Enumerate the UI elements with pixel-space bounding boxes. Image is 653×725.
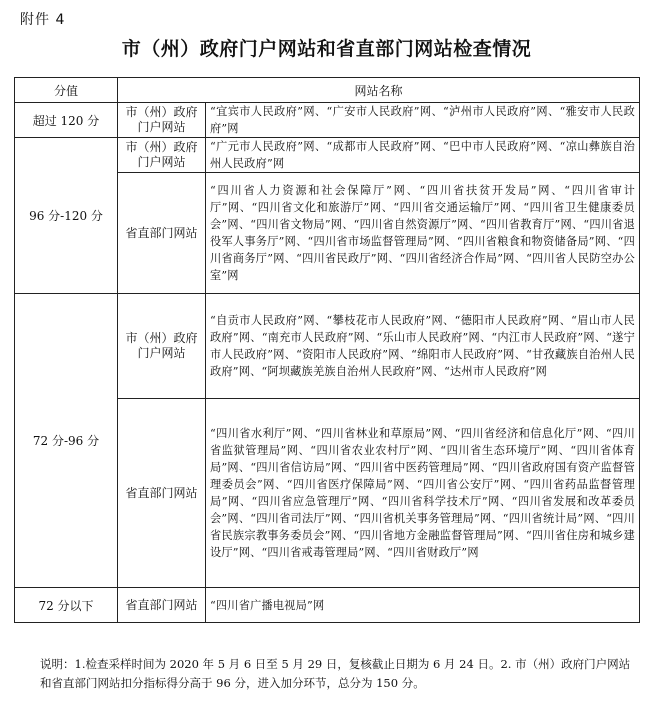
table-row bbox=[15, 588, 640, 623]
score-cell: 96 分-120 分 bbox=[15, 138, 118, 294]
sites-cell: “自贡市人民政府”网、“攀枝花市人民政府”网、“德阳市人民政府”网、“眉山市人民政府”网、“南充市人民政府”网、“乐山市人民政府”网、“内江市人民政府”网、“遂宁市人民政府”网、“资阳市人民政府”网、“绵阳市人民政府”网、“甘孜藏族自治州人民政府”网、“阿坝藏族羌族自治州人民政府”网、“达州市人民政府”网 bbox=[206, 294, 640, 399]
score-cell: 72 分以下 bbox=[15, 588, 118, 623]
sites-cell: “宜宾市人民政府”网、“广安市人民政府”网、“泸州市人民政府”网、“雅安市人民政府”网 bbox=[206, 103, 640, 138]
page-title: 市（州）政府门户网站和省直部门网站检查情况 bbox=[121, 38, 532, 60]
sites-cell: “四川省人力资源和社会保障厅”网、“四川省扶贫开发局”网、“四川省审计厅”网、“四川省文化和旅游厅”网、“四川省交通运输厅”网、“四川省卫生健康委员会”网、“四川省文物局”网、“四川省自然资源厅”网、“四川省教育厅”网、“四川省退役军人事务厅”网、“四川省市场监督管理局”网、“四川省粮食和物资储备局”网、“四川省商务厅”网、“四川省民政厅”网、“四川省经济合作局”网、“四川省人民防空办公室”网 bbox=[206, 173, 640, 294]
table-row bbox=[15, 103, 640, 138]
header-score: 分值 bbox=[15, 78, 118, 103]
category-cell: 市（州）政府门户网站 bbox=[118, 294, 206, 399]
score-cell: 超过 120 分 bbox=[15, 103, 118, 138]
results-table bbox=[14, 77, 640, 623]
sites-cell: “广元市人民政府”网、“成都市人民政府”网、“巴中市人民政府”网、“凉山彝族自治州人民政府”网 bbox=[206, 138, 640, 173]
category-cell: 省直部门网站 bbox=[118, 173, 206, 294]
footnote: 说明：1.检查采样时间为 2020 年 5 月 6 日至 5 月 29 日，复核截止日期为 6 月 24 日。2. 市（州）政府门户网站和省直部门网站扣分指标得分高于 96 分，进入加分环节，总分为 150 分。 bbox=[40, 657, 631, 690]
category-cell: 市（州）政府门户网站 bbox=[118, 138, 206, 173]
category-cell: 省直部门网站 bbox=[118, 399, 206, 588]
sites-cell: “四川省水利厅”网、“四川省林业和草原局”网、“四川省经济和信息化厅”网、“四川省监狱管理局”网、“四川省农业农村厅”网、“四川省生态环境厅”网、“四川省体育局”网、“四川省信访局”网、“四川省中医药管理局”网、“四川省政府国有资产监督管理委员会”网、“四川省医疗保障局”网、“四川省公安厅”网、“四川省药品监督管理局”网、“四川省应急管理厅”网、“四川省科学技术厅”网、“四川省发展和改革委员会”网、“四川省司法厅”网、“四川省机关事务管理局”网、“四川省统计局”网、“四川省民族宗教事务委员会”网、“四川省地方金融监督管理局”网、“四川省住房和城乡建设厅”网、“四川省戒毒管理局”网、“四川省财政厅”网 bbox=[206, 399, 640, 588]
table-row bbox=[15, 294, 640, 399]
score-cell: 72 分-96 分 bbox=[15, 294, 118, 588]
table-row bbox=[15, 138, 640, 173]
category-cell: 市（州）政府门户网站 bbox=[118, 103, 206, 138]
attachment-label: 附件 4 bbox=[20, 12, 66, 28]
sites-cell: “四川省广播电视局”网 bbox=[206, 588, 640, 623]
category-cell: 省直部门网站 bbox=[118, 588, 206, 623]
header-sites: 网站名称 bbox=[118, 78, 640, 103]
table-header-row bbox=[15, 78, 640, 103]
